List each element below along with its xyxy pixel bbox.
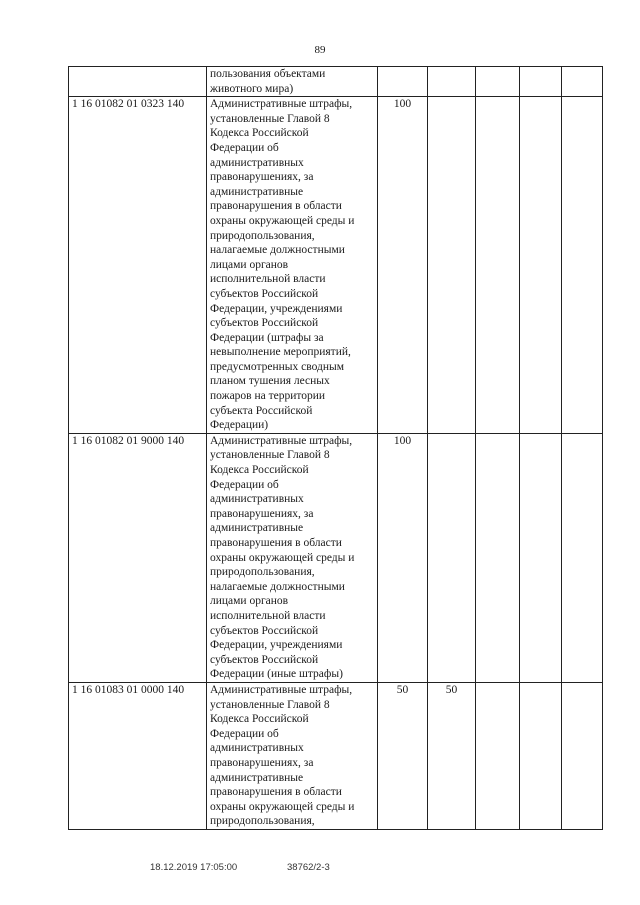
- revenue-name-line: Административные штрафы,: [210, 683, 353, 696]
- revenue-name-line: Кодекса Российской: [210, 464, 309, 477]
- revenue-name-line: Федерации, учреждениями: [210, 302, 343, 315]
- revenue-name-line: лицами органов: [210, 258, 289, 271]
- revenue-name-cell: [207, 433, 378, 682]
- revenue-name-line: охраны окружающей среды и: [210, 214, 355, 227]
- revenue-name-line: Федерации об: [210, 141, 279, 154]
- revenue-name-line: правонарушения в области: [210, 537, 342, 549]
- amount-column-3-cell: [476, 67, 520, 97]
- table-row: [69, 433, 603, 682]
- revenue-name-line: административные: [210, 185, 304, 198]
- revenue-name-line: Административные штрафы,: [210, 98, 353, 111]
- revenue-name-line: Федерации об: [210, 478, 279, 491]
- revenue-name-line: правонарушениях, за: [210, 756, 314, 769]
- amount-column-5-cell: [562, 67, 603, 97]
- amount-column-2-cell: [428, 97, 476, 434]
- revenue-name-line: исполнительной власти: [210, 609, 326, 622]
- budget-classification-table: [68, 66, 603, 830]
- revenue-name-cell: [207, 97, 378, 434]
- revenue-code-cell: 1 16 01082 01 0323 140: [69, 97, 207, 434]
- amount-column-3-cell: [476, 433, 520, 682]
- amount-column-1-cell: [378, 67, 428, 97]
- revenue-name-line: субъектов Российской: [210, 287, 319, 300]
- amount-column-2-cell: [428, 433, 476, 682]
- revenue-name-line: Федерации): [210, 419, 269, 432]
- amount-column-4-cell: [520, 433, 562, 682]
- footer-document-code: 38762/2-3: [287, 862, 330, 873]
- revenue-name-line: Кодекса Российской: [210, 713, 309, 726]
- revenue-name-line: субъектов Российской: [210, 653, 319, 666]
- revenue-name-line: Кодекса Российской: [210, 127, 309, 140]
- amount-column-3-cell: [476, 97, 520, 434]
- footer-date: 18.12.2019 17:05:00: [150, 862, 238, 873]
- revenue-name-line: правонарушениях, за: [210, 507, 314, 520]
- revenue-name-line: субъектов Российской: [210, 317, 319, 330]
- amount-column-5-cell: [562, 433, 603, 682]
- amount-column-1-cell: 100: [378, 97, 428, 434]
- revenue-name-line: Административные штрафы,: [210, 434, 353, 447]
- table-row: [69, 67, 603, 97]
- revenue-name-line: Федерации (штрафы за: [210, 331, 324, 344]
- revenue-name-line: административных: [210, 742, 304, 755]
- revenue-name-line: Федерации об: [210, 727, 279, 740]
- revenue-code-cell: 1 16 01083 01 0000 140: [69, 682, 207, 829]
- revenue-name-cell: [207, 67, 378, 97]
- amount-column-1-cell: 100: [378, 433, 428, 682]
- amount-column-4-cell: [520, 682, 562, 829]
- revenue-name-line: невыполнение мероприятий,: [210, 346, 351, 359]
- revenue-name-line: правонарушения в области: [210, 786, 342, 799]
- revenue-name-line: правонарушения в области: [210, 200, 342, 213]
- revenue-name-line: природопользования,: [210, 815, 315, 828]
- amount-column-5-cell: [562, 682, 603, 829]
- revenue-name-line: животного мира): [210, 82, 294, 95]
- revenue-name-line: предусмотренных сводным: [210, 360, 345, 373]
- revenue-name-line: установленные Главой 8: [210, 449, 330, 462]
- amount-column-5-cell: [562, 97, 603, 434]
- revenue-name-line: установленные Главой 8: [210, 698, 330, 711]
- amount-column-4-cell: [520, 67, 562, 97]
- revenue-name-line: охраны окружающей среды и: [210, 800, 355, 813]
- revenue-name-cell: [207, 682, 378, 829]
- amount-column-2-cell: 50: [428, 682, 476, 829]
- amount-column-3-cell: [476, 682, 520, 829]
- revenue-name-line: природопользования,: [210, 566, 315, 579]
- amount-column-1-cell: 50: [378, 682, 428, 829]
- revenue-name-line: пользования объектами: [210, 68, 326, 80]
- amount-column-2-cell: [428, 67, 476, 97]
- revenue-name-line: налагаемые должностными: [210, 580, 345, 593]
- page-number: 89: [314, 44, 326, 56]
- amount-column-4-cell: [520, 97, 562, 434]
- table-row: [69, 682, 603, 829]
- revenue-name-line: административных: [210, 493, 304, 506]
- revenue-name-line: планом тушения лесных: [210, 375, 330, 388]
- revenue-name-line: налагаемые должностными: [210, 244, 345, 257]
- revenue-code-cell: 1 16 01082 01 9000 140: [69, 433, 207, 682]
- revenue-name-line: субъектов Российской: [210, 624, 319, 637]
- revenue-name-line: Федерации (иные штрафы): [210, 668, 343, 681]
- revenue-name-line: природопользования,: [210, 229, 315, 242]
- revenue-name-line: установленные Главой 8: [210, 112, 330, 125]
- table-body: [69, 67, 603, 830]
- table-row: [69, 97, 603, 434]
- revenue-name-line: административных: [210, 156, 304, 169]
- revenue-name-line: охраны окружающей среды и: [210, 551, 355, 564]
- revenue-name-line: пожаров на территории: [210, 390, 326, 403]
- revenue-name-line: административные: [210, 522, 304, 535]
- revenue-name-line: Федерации, учреждениями: [210, 639, 343, 652]
- revenue-name-line: лицами органов: [210, 595, 289, 608]
- revenue-name-line: правонарушениях, за: [210, 171, 314, 184]
- revenue-name-line: исполнительной власти: [210, 273, 326, 286]
- revenue-name-line: административные: [210, 771, 304, 784]
- revenue-code-cell: [69, 67, 207, 97]
- revenue-name-line: субъекта Российской: [210, 404, 313, 417]
